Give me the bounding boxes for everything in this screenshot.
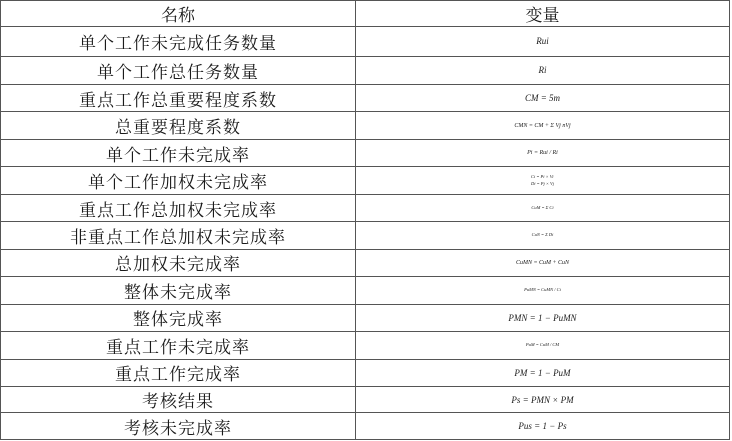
- row-variable-cell: [356, 194, 730, 221]
- row-name-cell: 重点工作总重要程度系数: [1, 84, 356, 111]
- table-row: [1, 413, 730, 440]
- formula: [531, 174, 554, 186]
- formula: [518, 420, 566, 432]
- table-row: [1, 277, 730, 304]
- formula-line: Rui: [536, 36, 549, 47]
- row-name-cell: 单个工作未完成任务数量: [1, 27, 356, 57]
- formula-line: Ps = PMN × PM: [511, 394, 574, 405]
- row-variable-cell: [356, 167, 730, 194]
- formula-line: PMN = 1 − PuMN: [508, 312, 577, 323]
- formula-line: CMN = CM + Σ Vj nVj: [514, 122, 571, 129]
- table-row: [1, 84, 730, 111]
- formula: [527, 149, 558, 157]
- table-row: [1, 27, 730, 57]
- formula: [536, 35, 549, 47]
- table-row: [1, 139, 730, 166]
- row-name-cell: 单个工作加权未完成率: [1, 167, 356, 194]
- row-variable-cell: [356, 249, 730, 276]
- formula: [514, 367, 570, 379]
- formula-line: PuM = CuM / CM: [525, 342, 560, 348]
- formula: [531, 205, 553, 211]
- formula-line: Pus = 1 − Ps: [518, 421, 567, 432]
- table-row: [1, 359, 730, 386]
- row-variable-cell: [356, 332, 730, 359]
- formula: [511, 394, 573, 406]
- table-row: [1, 56, 730, 84]
- row-name-cell: 单个工作总任务数量: [1, 56, 356, 84]
- formula: [539, 64, 547, 76]
- row-name-cell: 重点工作完成率: [1, 359, 356, 386]
- formula-line: CuN = Σ Di: [531, 232, 554, 238]
- table-row: [1, 304, 730, 331]
- column-header-name: 名称: [1, 1, 356, 27]
- row-name-cell: 整体完成率: [1, 304, 356, 331]
- table-row: [1, 332, 730, 359]
- row-variable-cell: [356, 139, 730, 166]
- formula: [508, 312, 576, 324]
- row-name-cell: 重点工作未完成率: [1, 332, 356, 359]
- table-row: [1, 249, 730, 276]
- formula: [532, 232, 554, 238]
- row-name-cell: 非重点工作总加权未完成率: [1, 222, 356, 249]
- row-variable-cell: [356, 112, 730, 139]
- row-variable-cell: [356, 304, 730, 331]
- formula-line: Ci = Pi × Vi: [530, 174, 554, 180]
- row-variable-cell: [356, 413, 730, 440]
- table-row: [1, 222, 730, 249]
- table-row: [1, 167, 730, 194]
- formula-line: PuMN = CuMN / Ci: [524, 287, 561, 293]
- formula: [514, 122, 570, 130]
- row-name-cell: 重点工作总加权未完成率: [1, 194, 356, 221]
- table-row: [1, 112, 730, 139]
- row-name-cell: 整体未完成率: [1, 277, 356, 304]
- formula: [524, 287, 561, 293]
- row-variable-cell: [356, 277, 730, 304]
- row-variable-cell: [356, 386, 730, 412]
- formula: [516, 259, 569, 267]
- row-variable-cell: [356, 359, 730, 386]
- formula-line: Di = Pj × Vj: [530, 180, 555, 186]
- row-name-cell: 考核结果: [1, 386, 356, 412]
- row-variable-cell: [356, 222, 730, 249]
- formula-line: CuMN = CuM + CuN: [515, 259, 570, 266]
- row-name-cell: 总加权未完成率: [1, 249, 356, 276]
- formula-line: PM = 1 − PuM: [514, 367, 571, 378]
- table-body: [1, 27, 730, 440]
- row-name-cell: 考核未完成率: [1, 413, 356, 440]
- row-variable-cell: [356, 56, 730, 84]
- header-row: [1, 1, 730, 27]
- formula-line: CM = 5m: [524, 93, 561, 104]
- column-header-variable: 变量: [356, 1, 730, 27]
- formula-line: Pi = Rui / Ri: [527, 150, 558, 157]
- row-variable-cell: [356, 84, 730, 111]
- formula: [525, 92, 560, 104]
- row-name-cell: 总重要程度系数: [1, 112, 356, 139]
- formula: [526, 342, 559, 348]
- table-row: [1, 386, 730, 412]
- formula-line: Ri: [538, 65, 547, 76]
- table-row: [1, 194, 730, 221]
- row-variable-cell: [356, 27, 730, 57]
- formula-line: CuM = Σ Ci: [531, 204, 554, 210]
- row-name-cell: 单个工作未完成率: [1, 139, 356, 166]
